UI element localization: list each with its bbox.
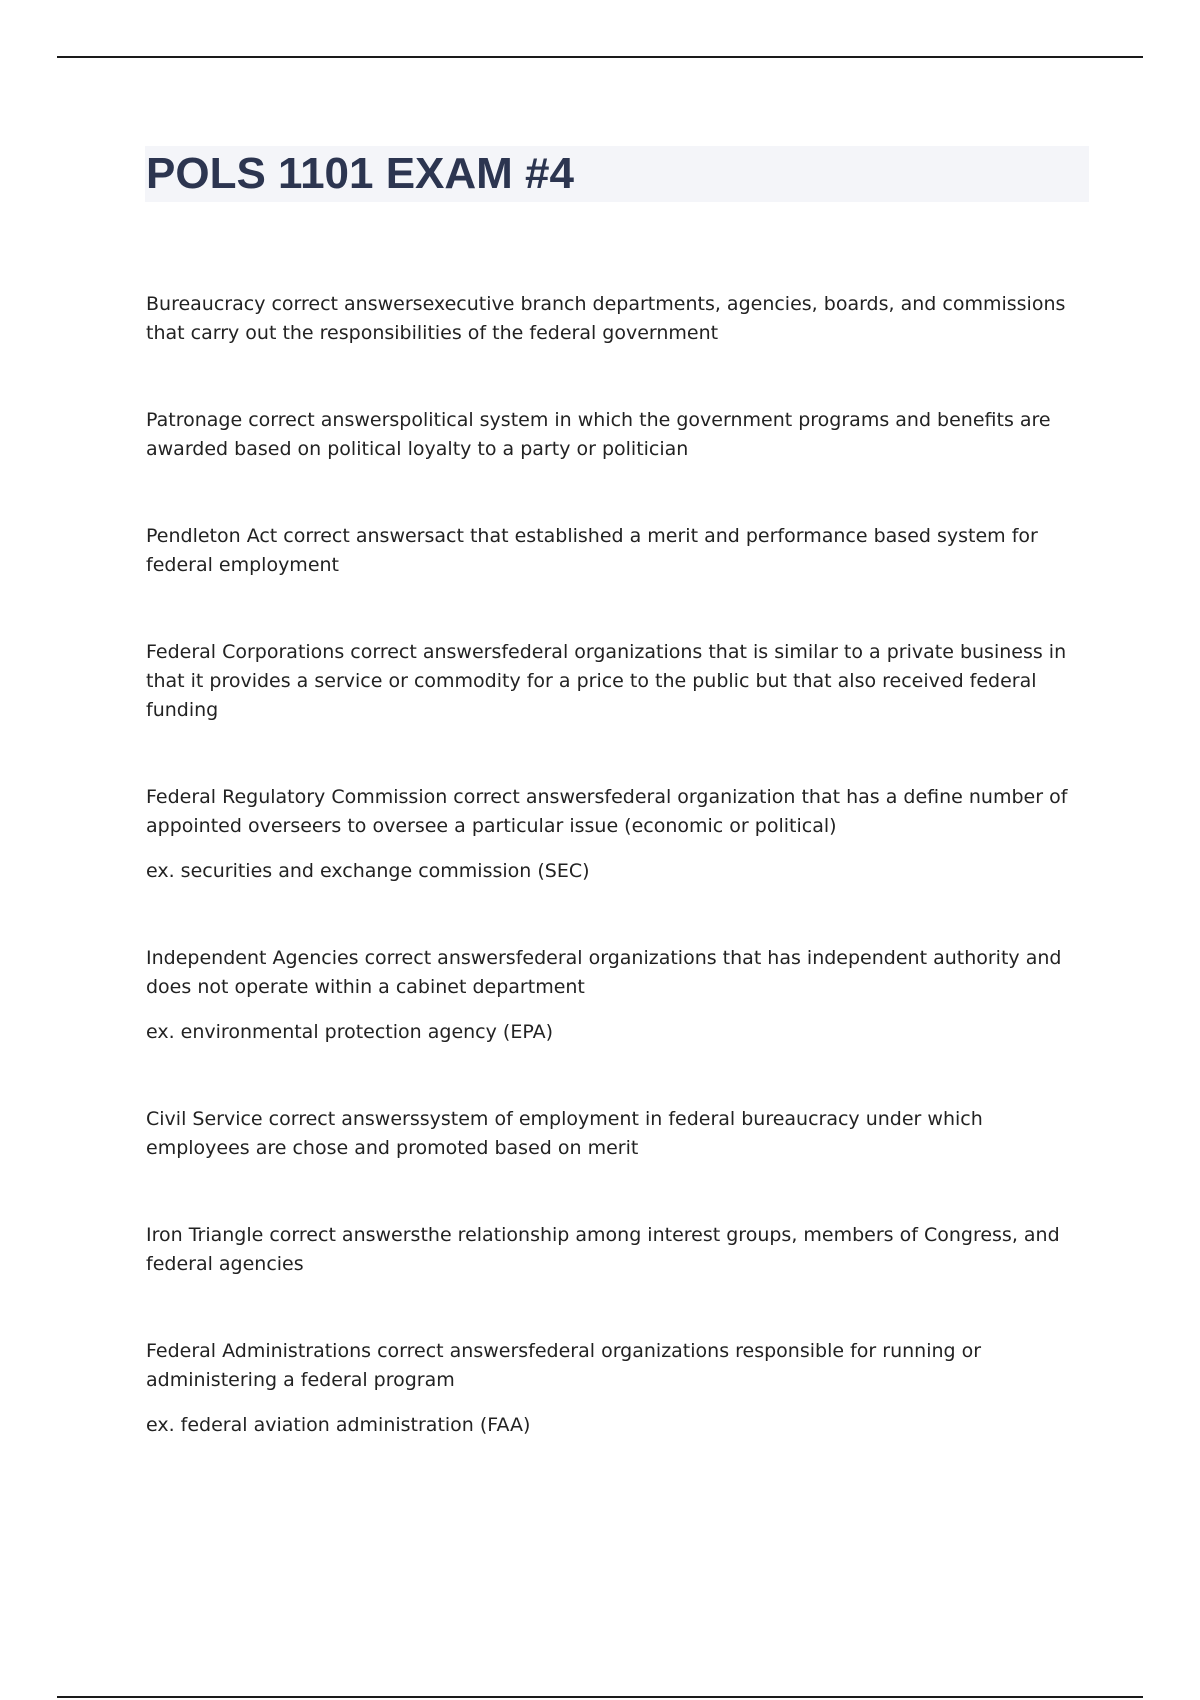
entry-iron-triangle xyxy=(146,1221,1090,1279)
entry-federal-corporations xyxy=(146,638,1090,725)
entry-text: Federal Corporations correct answersfederal organizations that is similar to a private business in that it provides a service or commodity for a price to the public but that also received federal funding xyxy=(146,641,1067,721)
bottom-rule xyxy=(57,1696,1143,1698)
entry-example: ex. securities and exchange commission (SEC) xyxy=(146,860,590,882)
entry-example: ex. federal aviation administration (FAA) xyxy=(146,1414,531,1436)
entry-text: Independent Agencies correct answersfederal organizations that has independent authority and does not operate within a cabinet department xyxy=(146,947,1062,998)
entry-example: ex. environmental protection agency (EPA) xyxy=(146,1021,553,1043)
entry-text: Pendleton Act correct answersact that established a merit and performance based system for federal employment xyxy=(146,525,1038,576)
entry-text: Bureaucracy correct answersexecutive branch departments, agencies, boards, and commissions that carry out the responsibilities of the federal government xyxy=(146,293,1066,344)
page-title: POLS 1101 EXAM #4 xyxy=(146,149,574,198)
entry-federal-regulatory-commission xyxy=(146,783,1090,886)
entry-text: Iron Triangle correct answersthe relationship among interest groups, members of Congress, and federal agencies xyxy=(146,1224,1060,1275)
top-rule xyxy=(57,56,1143,58)
entry-text: Federal Regulatory Commission correct answersfederal organization that has a define number of appointed overseers to oversee a particular issue (economic or political) xyxy=(146,786,1068,837)
entry-text: Federal Administrations correct answersfederal organizations responsible for running or administering a federal program xyxy=(146,1340,982,1391)
entry-text: Patronage correct answerspolitical system in which the government programs and benefits are awarded based on political loyalty to a party or politician xyxy=(146,409,1051,460)
entry-bureaucracy xyxy=(146,290,1090,348)
entry-independent-agencies xyxy=(146,944,1090,1047)
entry-federal-administrations xyxy=(146,1337,1090,1440)
entry-patronage xyxy=(146,406,1090,464)
entry-civil-service xyxy=(146,1105,1090,1163)
entry-pendleton-act xyxy=(146,522,1090,580)
entry-text: Civil Service correct answerssystem of employment in federal bureaucracy under which employees are chose and promoted based on merit xyxy=(146,1108,983,1159)
entry-list xyxy=(146,290,1090,1498)
